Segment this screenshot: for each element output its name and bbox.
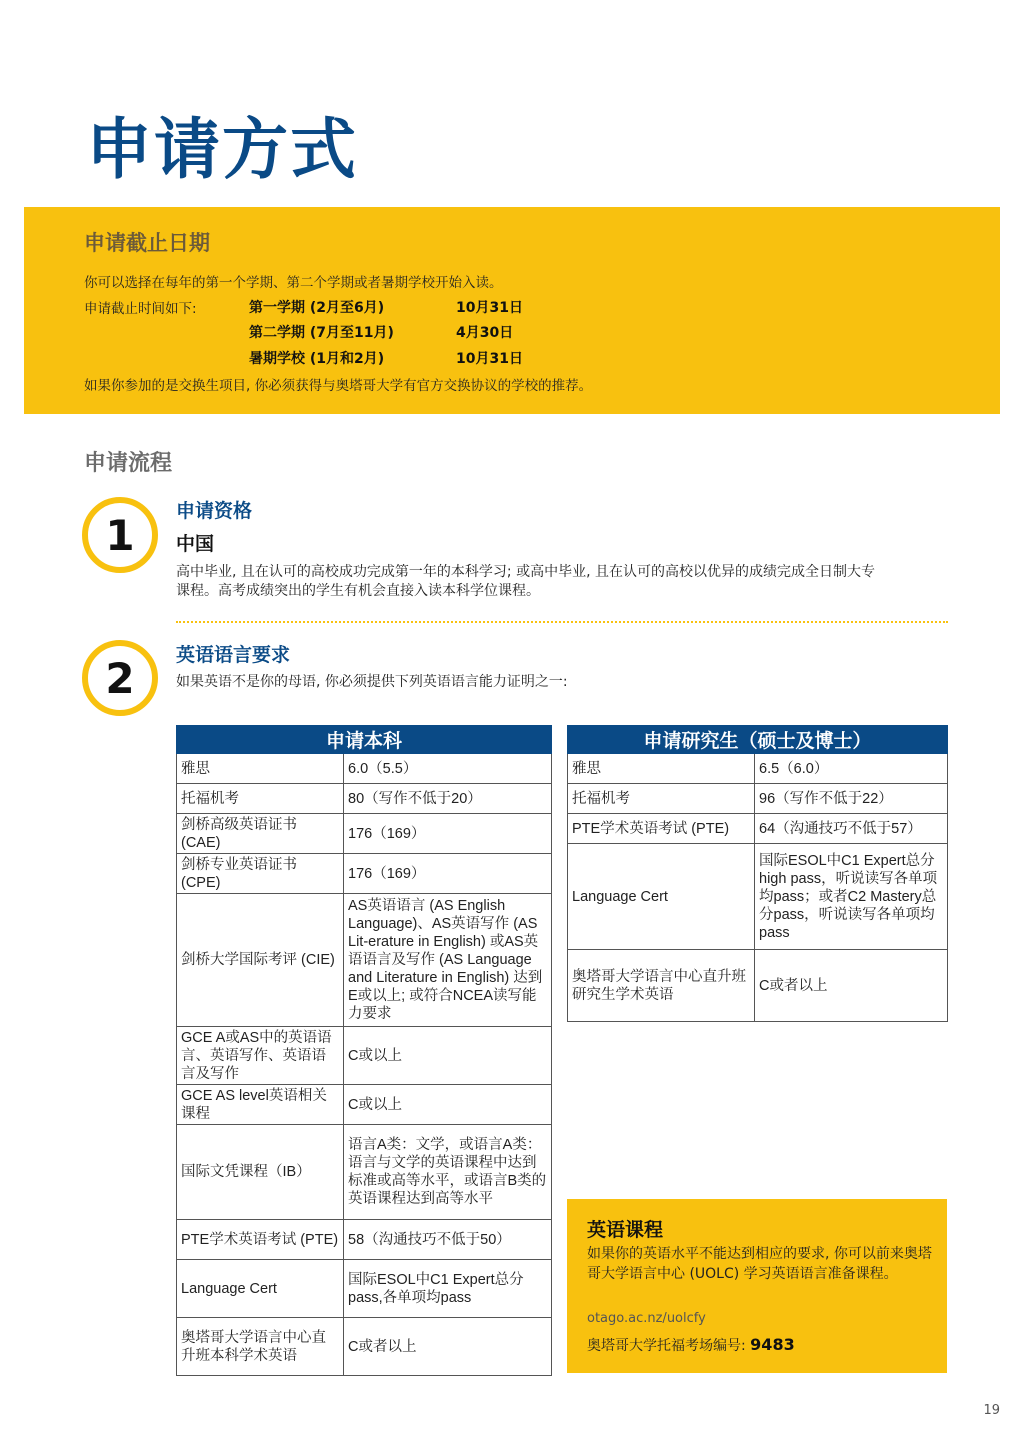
test-score: 176（169） <box>344 854 552 894</box>
step-2-badge: 2 <box>82 640 158 716</box>
term-1: 第一学期 (2月至6月) <box>249 300 385 316</box>
test-score: 国际ESOL中C1 Expert总分pass,各单项均pass <box>344 1260 552 1318</box>
term-1-date: 10月31日 <box>456 300 523 316</box>
table-row <box>177 1085 552 1125</box>
table-row <box>568 950 948 1022</box>
table-row <box>568 784 948 814</box>
test-name: GCE AS level英语相关课程 <box>177 1085 344 1125</box>
table-row <box>177 1027 552 1085</box>
postgrad-requirements-table <box>567 725 948 1022</box>
test-name: Language Cert <box>177 1260 344 1318</box>
table-row <box>177 1220 552 1260</box>
uolc-link[interactable]: otago.ac.nz/uolcfy <box>587 1311 706 1326</box>
term-2: 第二学期 (7月至11月) <box>249 325 394 341</box>
page-number: 19 <box>983 1403 1000 1418</box>
test-score: 176（169） <box>344 814 552 854</box>
test-score: C或以上 <box>344 1085 552 1125</box>
table-row <box>177 814 552 854</box>
table-row <box>177 1125 552 1220</box>
english-course-text: 如果你的英语水平不能达到相应的要求, 你可以前来奥塔哥大学语言中心 (UOLC) 学习英语语言准备课程。 <box>587 1246 932 1282</box>
deadline-heading: 申请截止日期 <box>84 231 210 255</box>
table-row <box>177 754 552 784</box>
test-name: 剑桥大学国际考评 (CIE) <box>177 894 344 1027</box>
step-2-text: 如果英语不是你的母语, 你必须提供下列英语语言能力证明之一: <box>176 674 568 690</box>
table-row <box>177 784 552 814</box>
test-score: 语言A类：文学，或语言A类：语言与文学的英语课程中达到标准或高等水平，或语言B类的英语课程达到高等水平 <box>344 1125 552 1220</box>
test-name: 剑桥高级英语证书 (CAE) <box>177 814 344 854</box>
table-row <box>177 854 552 894</box>
test-score: 64（沟通技巧不低于57） <box>755 814 948 844</box>
step-1-text-line2: 课程。高考成绩突出的学生有机会直接入读本科学位课程。 <box>176 583 540 599</box>
test-name: 国际文凭课程（IB） <box>177 1125 344 1220</box>
step-2-title: 英语语言要求 <box>176 644 291 666</box>
toefl-label: 奥塔哥大学托福考场编号: <box>587 1338 746 1354</box>
test-score: 96（写作不低于22） <box>755 784 948 814</box>
undergrad-requirements-table <box>176 725 552 1376</box>
test-name: GCE A或AS中的英语语言、英语写作、英语语言及写作 <box>177 1027 344 1085</box>
test-name: 奥塔哥大学语言中心直升班研究生学术英语 <box>568 950 755 1022</box>
test-score: C或者以上 <box>344 1318 552 1376</box>
toefl-code: 9483 <box>750 1335 795 1354</box>
test-score: 58（沟通技巧不低于50） <box>344 1220 552 1260</box>
test-score: 6.5（6.0） <box>755 754 948 784</box>
toefl-test-centre <box>587 1335 795 1355</box>
step-1-badge: 1 <box>82 497 158 573</box>
test-name: PTE学术英语考试 (PTE) <box>177 1220 344 1260</box>
table-row <box>568 814 948 844</box>
test-name: 托福机考 <box>177 784 344 814</box>
test-score: 80（写作不低于20） <box>344 784 552 814</box>
english-course-title: 英语课程 <box>587 1219 664 1241</box>
test-score: 6.0（5.5） <box>344 754 552 784</box>
english-course-box <box>567 1199 947 1373</box>
test-name: Language Cert <box>568 844 755 950</box>
undergrad-table-header: 申请本科 <box>177 726 552 754</box>
test-name: 托福机考 <box>568 784 755 814</box>
step-1-title: 申请资格 <box>176 500 253 522</box>
test-name: PTE学术英语考试 (PTE) <box>568 814 755 844</box>
test-score: 国际ESOL中C1 Expert总分high pass，听说读写各单项均pass；或者C2 Mastery总分pass，听说读写各单项均pass <box>755 844 948 950</box>
test-score: AS英语语言 (AS English Language)、AS英语写作 (AS Lit-erature in English) 或AS英语语言及写作 (AS Language and Literature in English) 达到E或以上; 或符合NCEA读写能力要求 <box>344 894 552 1027</box>
table-row <box>177 894 552 1027</box>
term-2-date: 4月30日 <box>456 325 514 341</box>
table-row <box>177 1260 552 1318</box>
term-3: 暑期学校 (1月和2月) <box>249 351 385 367</box>
exchange-note: 如果你参加的是交换生项目, 你必须获得与奥塔哥大学有官方交换协议的学校的推荐。 <box>84 378 593 394</box>
step-1-text-line1: 高中毕业, 且在认可的高校成功完成第一年的本科学习; 或高中毕业, 且在认可的高校以优异的成绩完成全日制大专 <box>176 564 875 580</box>
test-name: 剑桥专业英语证书 (CPE) <box>177 854 344 894</box>
postgrad-table-header: 申请研究生（硕士及博士） <box>568 726 948 754</box>
test-name: 雅思 <box>568 754 755 784</box>
table-row <box>177 1318 552 1376</box>
table-row <box>568 844 948 950</box>
table-row <box>568 754 948 784</box>
deadline-box <box>24 207 1000 414</box>
test-score: C或者以上 <box>755 950 948 1022</box>
test-name: 奥塔哥大学语言中心直升班本科学术英语 <box>177 1318 344 1376</box>
deadline-intro: 你可以选择在每年的第一个学期、第二个学期或者暑期学校开始入读。 <box>84 275 503 291</box>
page-title: 申请方式 <box>86 111 358 188</box>
test-score: C或以上 <box>344 1027 552 1085</box>
process-heading: 申请流程 <box>84 451 173 476</box>
step-1-subtitle: 中国 <box>176 533 215 555</box>
test-name: 雅思 <box>177 754 344 784</box>
deadline-label: 申请截止时间如下: <box>84 301 197 317</box>
term-3-date: 10月31日 <box>456 351 523 367</box>
section-divider <box>176 621 948 623</box>
